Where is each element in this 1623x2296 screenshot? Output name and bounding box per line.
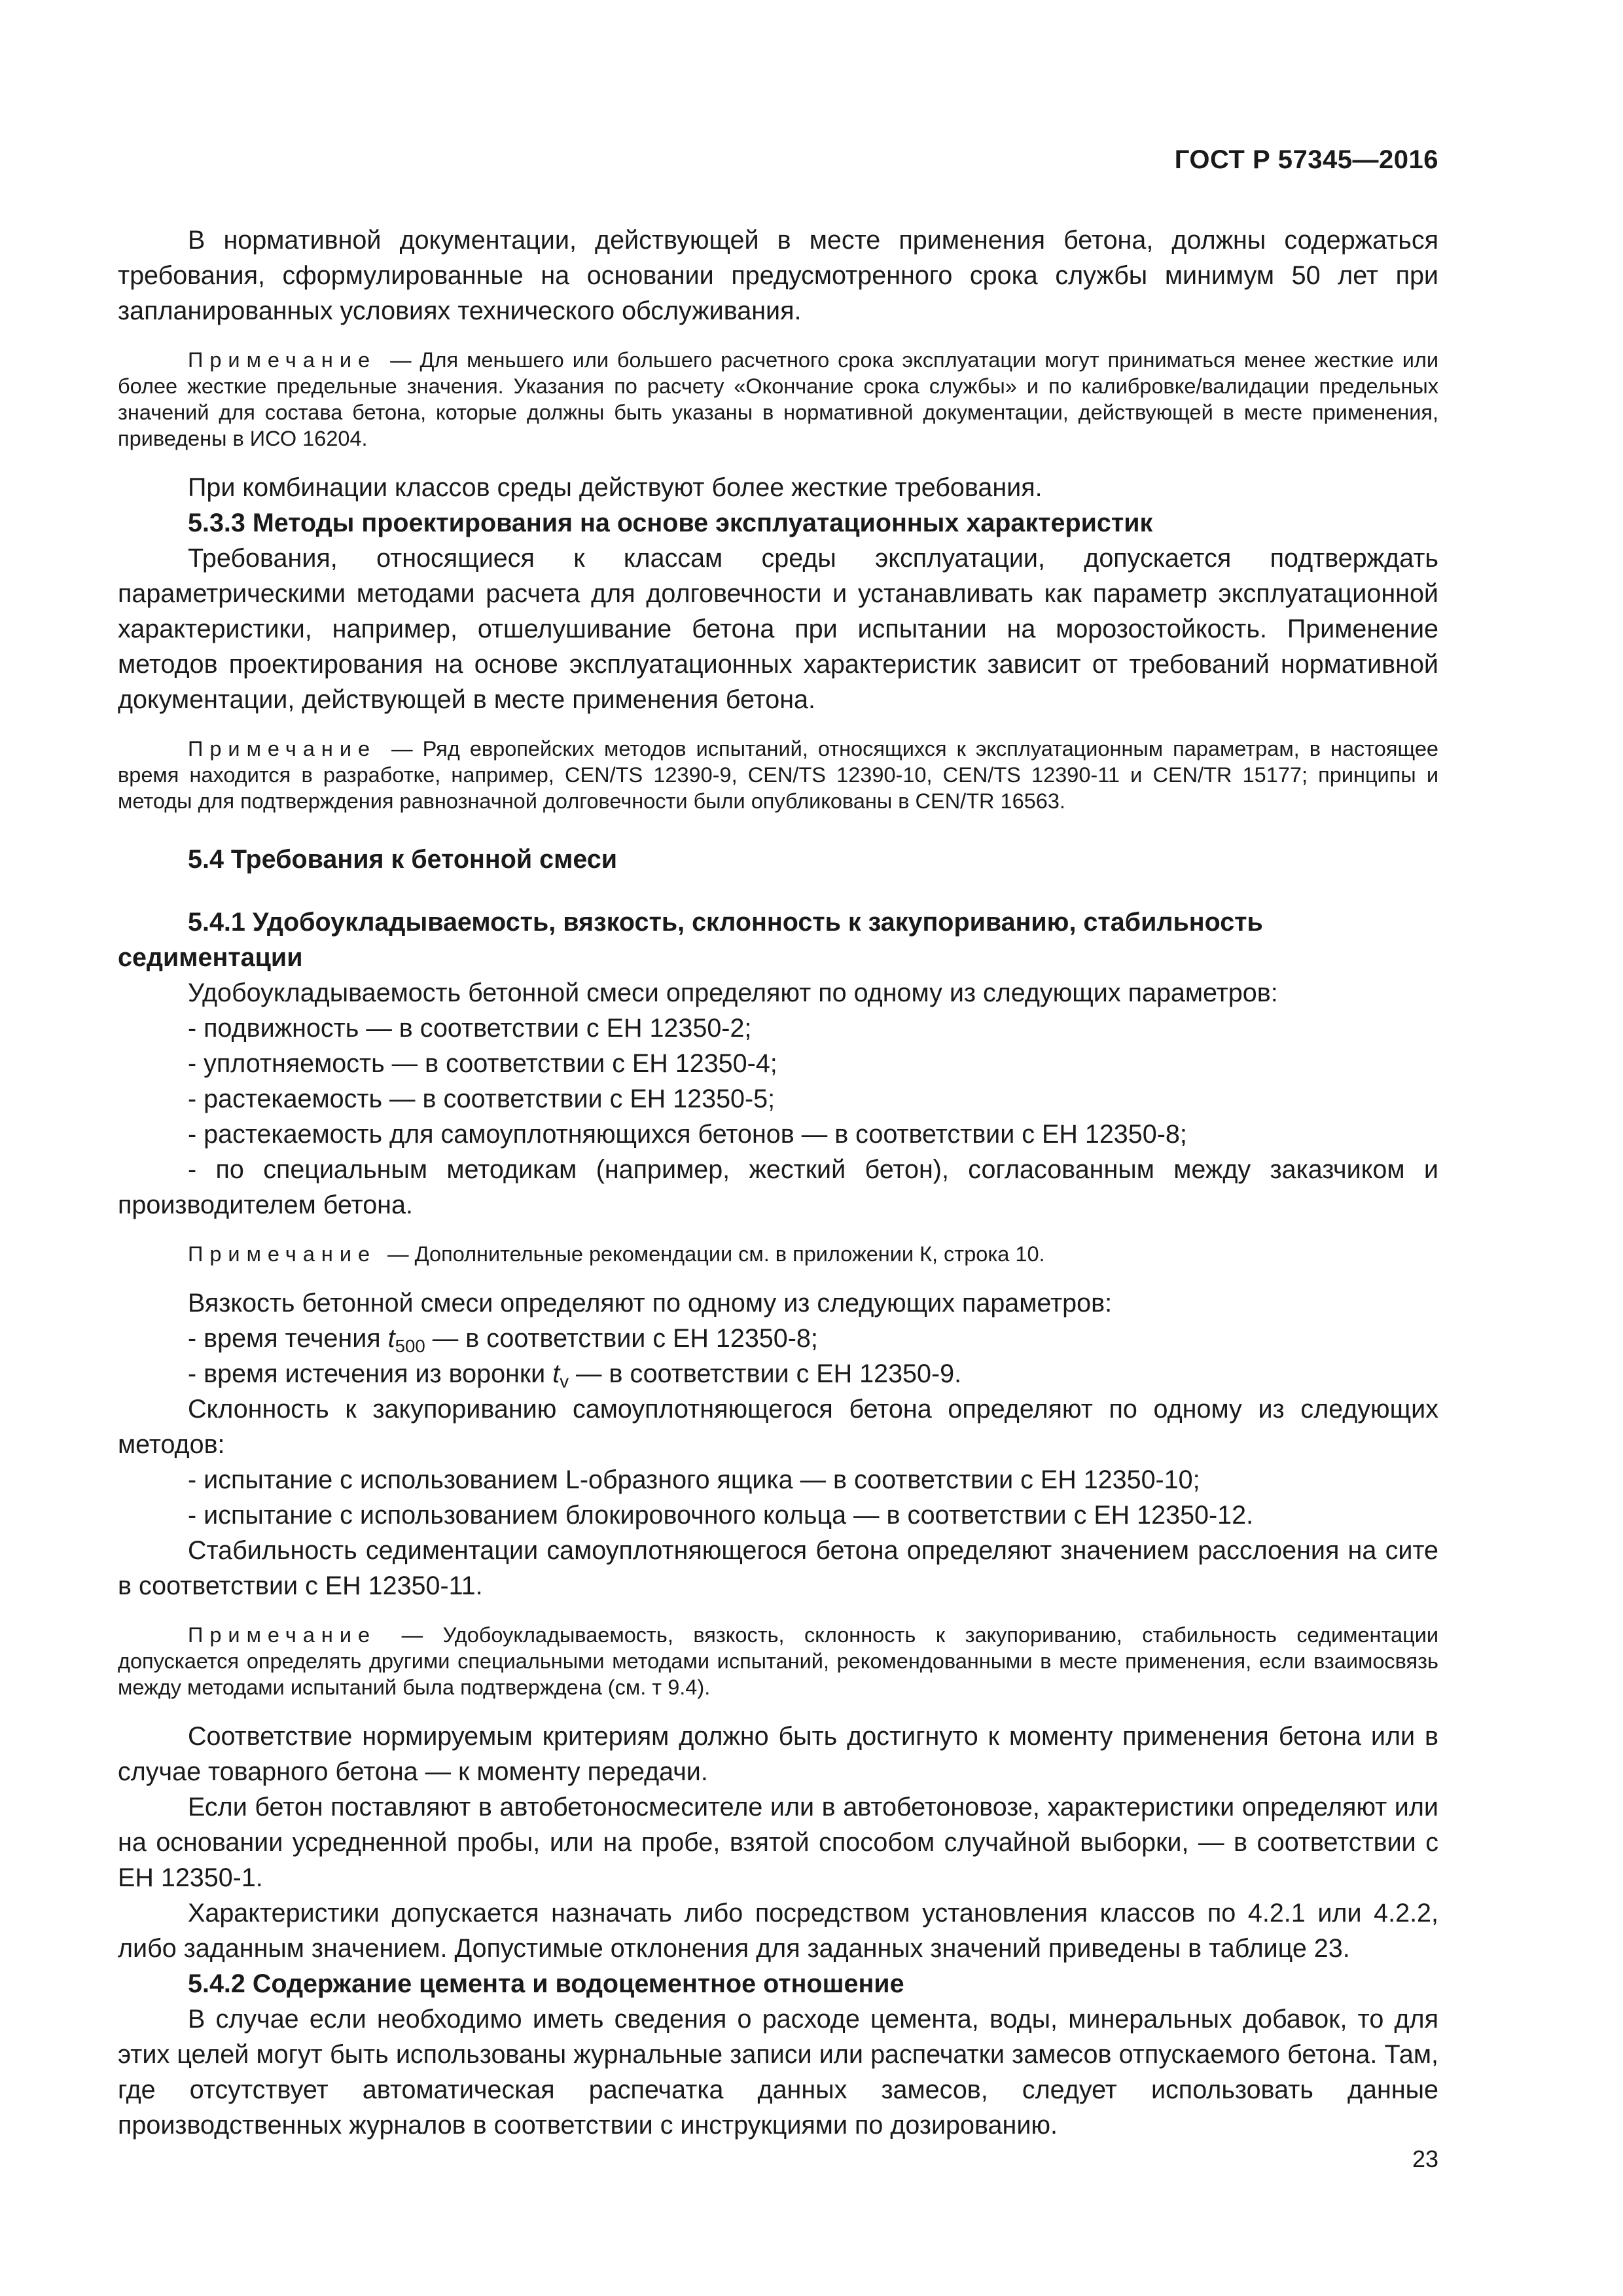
note-label: Примечание: [188, 348, 377, 372]
page-body: [118, 223, 1438, 2143]
paragraph: Характеристики допускается назначать либо посредством установления классов по 4.2.1 или 4.2.2, либо заданным значением. Допустимые отклонения для заданных значений приведены в таблице 23.: [118, 1899, 1438, 1963]
note-label: Примечание: [188, 1623, 377, 1647]
symbol-subscript: 500: [395, 1336, 425, 1356]
note-label: Примечание: [188, 737, 377, 761]
paragraph: Если бетон поставляют в автобетоносмесителе или в автобетоновозе, характеристики определяют или на основании усредненной пробы, или на пробе, взятой способом случайной выборки, — в соответствии с ЕН 12350-1.: [118, 1793, 1438, 1892]
paragraph: Склонность к закупориванию самоуплотняющегося бетона определяют по одному из следующих методов:: [118, 1395, 1438, 1459]
paragraph: Вязкость бетонной смеси определяют по одному из следующих параметров:: [188, 1289, 1113, 1318]
note-label: Примечание: [188, 1242, 377, 1266]
note: [118, 1241, 1438, 1267]
list-item-text: - время течения: [188, 1324, 388, 1353]
list-item: - испытание с использованием L-образного ящика — в соответствии с ЕН 12350-10;: [188, 1465, 1200, 1494]
paragraph: В нормативной документации, действующей в месте применения бетона, должны содержаться требования, сформулированные на основании предусмотренного срока службы минимум 50 лет при запланированных условиях технического обслуживания.: [118, 226, 1438, 325]
paragraph: Соответствие нормируемым критериям должно быть достигнуто к моменту применения бетона или в случае товарного бетона — к моменту передачи.: [118, 1722, 1438, 1786]
list-item: - растекаемость для самоуплотняющихся бетонов — в соответствии с ЕН 12350-8;: [188, 1120, 1187, 1149]
paragraph: Стабильность седиментации самоуплотняющегося бетона определяют значением расслоения на сите в соответствии с ЕН 12350-11.: [118, 1536, 1438, 1600]
section-heading: 5.4.2 Содержание цемента и водоцементное отношение: [188, 1969, 904, 1998]
note-text: — Дополнительные рекомендации см. в приложении К, строка 10.: [382, 1242, 1045, 1266]
symbol-subscript: v: [560, 1371, 569, 1391]
symbol-t: t: [387, 1324, 395, 1353]
list-item: [118, 1356, 1438, 1391]
list-item: - по специальным методикам (например, жесткий бетон), согласованным между заказчиком и производителем бетона.: [118, 1155, 1438, 1219]
list-item-text: — в соответствии с ЕН 12350-8;: [425, 1324, 818, 1353]
note-text: — Для меньшего или большего расчетного срока эксплуатации могут приниматься менее жесткие или более жесткие предельные значения. Указания по расчету «Окончание срока службы» и по калибровке/валидации предельных значений для состава бетона, которые должны быть указаны в нормативной документации, действующей в месте применения, приведены в ИСО 16204.: [118, 348, 1438, 450]
paragraph: При комбинации классов среды действуют более жесткие требования.: [188, 473, 1043, 502]
paragraph: В случае если необходимо иметь сведения о расходе цемента, воды, минеральных добавок, то для этих целей могут быть использованы журнальные записи или распечатки замесов отпускаемого бетона. Там, где отсутствует автоматическая распечатка данных замесов, следует использовать данные производственных журналов в соответствии с инструкциями по дозированию.: [118, 2005, 1438, 2140]
list-item: - растекаемость — в соответствии с ЕН 12350-5;: [188, 1085, 776, 1113]
list-item-text: — в соответствии с ЕН 12350-9.: [569, 1359, 962, 1388]
list-item: - уплотняемость — в соответствии с ЕН 12350-4;: [188, 1049, 777, 1078]
list-item-text: - время истечения из воронки: [188, 1359, 553, 1388]
list-item: [118, 1321, 1438, 1356]
page-number: 23: [1412, 2145, 1438, 2172]
note-text: — Удобоукладываемость, вязкость, склонность к закупориванию, стабильность седиментации допускается определять другими специальными методами испытаний, рекомендованными в месте применения, если взаимосвязь между методами испытаний была подтверждена (см. т 9.4).: [118, 1623, 1438, 1699]
paragraph: Требования, относящиеся к классам среды эксплуатации, допускается подтверждать параметрическими методами расчета для долговечности и устанавливать как параметр эксплуатационной характеристики, например, отшелушивание бетона при испытании на морозостойкость. Применение методов проектирования на основе эксплуатационных характеристик зависит от требований нормативной документации, действующей в месте применения бетона.: [118, 544, 1438, 714]
symbol-t: t: [552, 1359, 560, 1388]
note: [118, 736, 1438, 814]
document-code: ГОСТ Р 57345—2016: [1174, 145, 1438, 174]
paragraph: Удобоукладываемость бетонной смеси определяют по одному из следующих параметров:: [188, 978, 1278, 1007]
list-item: - испытание с использованием блокировочного кольца — в соответствии с ЕН 12350-12.: [188, 1501, 1254, 1530]
list-item: - подвижность — в соответствии с ЕН 12350-2;: [188, 1014, 752, 1043]
section-heading: 5.4.1 Удобоукладываемость, вязкость, склонность к закупориванию, стабильность седиментации: [118, 908, 1263, 972]
section-heading: 5.4 Требования к бетонной смеси: [188, 845, 618, 874]
note-text: — Ряд европейских методов испытаний, относящихся к эксплуатационным параметрам, в настоящее время находится в разработке, например, CEN/TS 12390-9, CEN/TS 12390-10, CEN/TS 12390-11 и CEN/TR 15177; принципы и методы для подтверждения равнозначной долговечности были опубликованы в CEN/TR 16563.: [118, 737, 1438, 813]
section-heading: 5.3.3 Методы проектирования на основе эксплуатационных характеристик: [188, 509, 1153, 537]
note: [118, 1622, 1438, 1700]
note: [118, 347, 1438, 452]
